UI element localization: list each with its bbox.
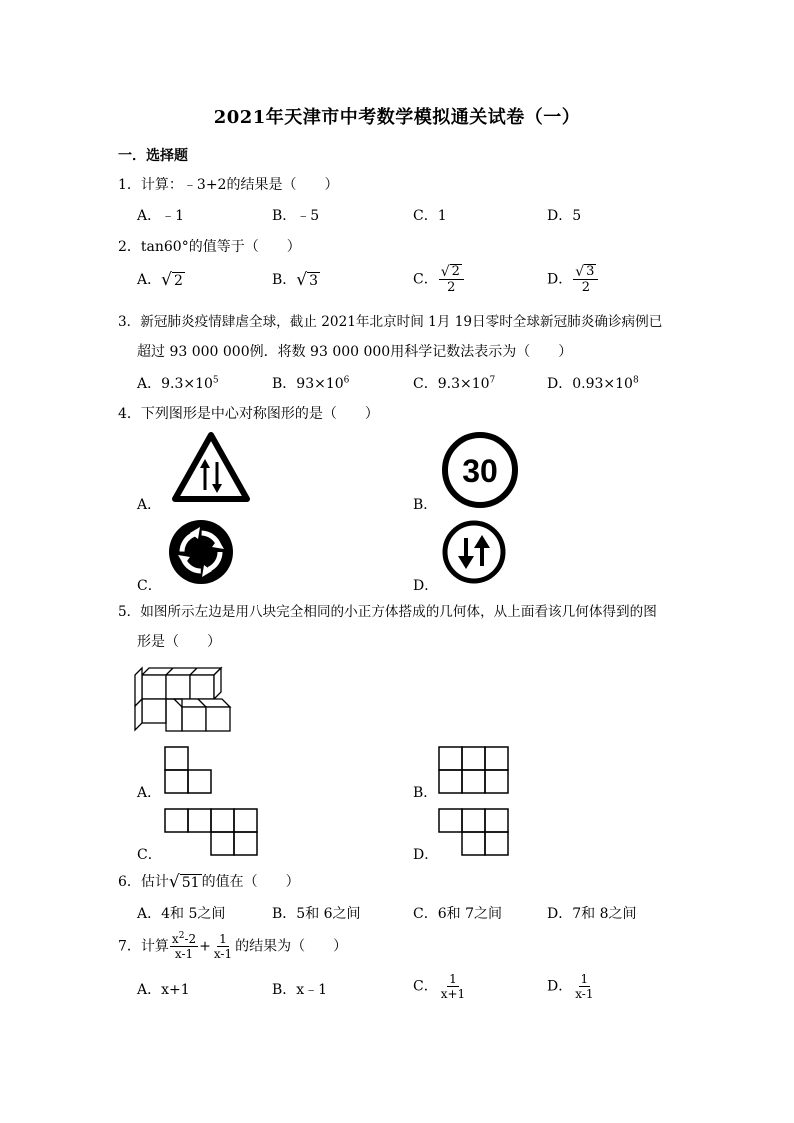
exam-title: 2021年天津市中考数学模拟通关试卷（一）: [213, 107, 581, 128]
q2-option-a: [137, 270, 185, 290]
q3-option-b: B．$93\times 10^6$: [272, 375, 350, 392]
q2-b-label: B．: [272, 272, 297, 288]
q5-option-b-figure: [438, 746, 512, 796]
fraction: √ 3 2: [573, 264, 598, 295]
q4-option-b-label: B．: [413, 497, 438, 513]
q1-option-c: C．1: [413, 208, 447, 224]
q6-option-d: D．7和 8之间: [547, 906, 637, 922]
q5-option-b-label: B．: [413, 785, 438, 801]
q3-option-a: A．$9.3\times 10^5$: [137, 375, 219, 392]
question-3-line-1: 3．新冠肺炎疫情肆虐全球，截止 2021年北京时间 1月 19日零时全球新冠肺炎确诊病例已: [118, 314, 663, 330]
q2-c-label: C．: [413, 271, 438, 288]
question-3-line-2: 超过 93 000 000例．将数 93 000 000用科学记数法表示为（ ）: [137, 344, 573, 360]
question-6-stem: 6．估计 √ 51 的值在（ ）: [118, 872, 300, 892]
q1-option-b: B．﹣5: [272, 208, 320, 224]
q6-option-b: B．5和 6之间: [272, 906, 361, 922]
q1-option-d: D．5: [547, 208, 582, 224]
speed-limit-value: 30: [462, 453, 498, 489]
question-2-stem: 2．tan60°的值等于（ ）: [118, 239, 301, 255]
q4-option-c-label: C．: [137, 578, 162, 594]
q5-option-a-figure: [164, 746, 214, 796]
q6-option-a: A．4和 5之间: [137, 906, 226, 922]
fraction: $\frac{1}{x-1}$: [213, 932, 233, 961]
sqrt-symbol: √ 2: [161, 270, 183, 290]
q2-option-b: [272, 270, 320, 290]
fraction: $\frac{x^2-2}{x-1}$: [171, 931, 197, 961]
q5-option-d-label: D．: [413, 847, 439, 863]
question-1-stem: 1．计算：﹣3+2的结果是（ ）: [118, 177, 339, 193]
question-5-line-1: 5．如图所示左边是用八块完全相同的小正方体搭成的几何体，从上面看该几何体得到的图: [118, 604, 657, 620]
q5-option-d-figure: [438, 808, 512, 858]
q5-option-a-label: A．: [137, 785, 162, 801]
two-way-traffic-sign-icon: [442, 520, 506, 584]
speed-limit-sign-icon: [442, 432, 518, 508]
q3-option-d: D．$0.93\times 10^8$: [547, 375, 639, 392]
question-5-line-2: 形是（ ）: [137, 634, 221, 650]
q7-option-d: D． $\frac{1}{x-1}$: [547, 972, 594, 1001]
question-7-stem: 7．计算 $\frac{x^2-2}{x-1}$ + $\frac{1}{x-1}$ 的结果为（ ）: [118, 931, 348, 961]
question-4-stem: 4．下列图形是中心对称图形的是（ ）: [118, 406, 379, 422]
q2-option-d: [547, 264, 599, 295]
q5-option-c-label: C．: [137, 847, 162, 863]
fraction: √ 2 2: [439, 264, 464, 295]
fraction: $\frac{1}{x+1}$: [440, 972, 466, 1001]
q7-option-a: A．x+1: [137, 982, 190, 998]
q5-option-c-figure: [164, 808, 260, 858]
sqrt-symbol: √ 51: [168, 872, 200, 892]
roundabout-sign-icon: [168, 519, 234, 585]
q4-option-a-label: A．: [137, 497, 162, 513]
q7-option-c: C． $\frac{1}{x+1}$: [413, 972, 466, 1001]
q3-option-c: C．$9.3\times 10^7$: [413, 375, 496, 392]
fraction: $\frac{1}{x-1}$: [575, 972, 594, 1001]
section-heading: 一．选择题: [118, 148, 188, 164]
q7-option-b: B．x﹣1: [272, 982, 328, 998]
sqrt-symbol: √ 3: [296, 270, 319, 290]
q2-d-label: D．: [547, 271, 573, 288]
q4-option-d-label: D．: [413, 578, 439, 594]
q1-option-a: A．﹣1: [137, 208, 185, 224]
stacked-cubes-figure: [134, 664, 234, 734]
warning-triangle-two-way-icon: [172, 432, 250, 502]
q6-option-c: C．6和 7之间: [413, 906, 502, 922]
q2-a-label: A．: [137, 272, 162, 288]
q2-option-c: [413, 264, 465, 295]
